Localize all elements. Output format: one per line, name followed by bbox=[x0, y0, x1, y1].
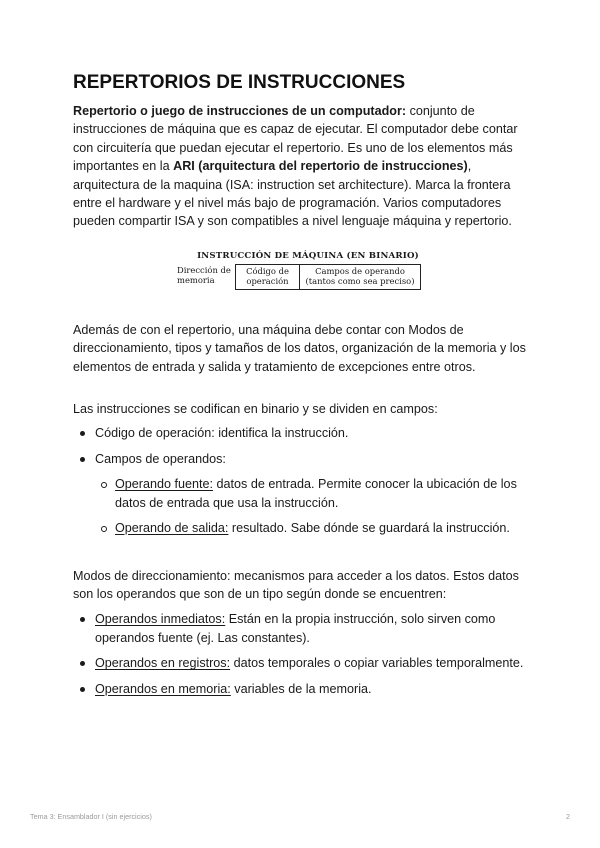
intro-text-2: , arquitectura de la maquina (ISA: instruction set architecture). Marca la frontera entre el hardware y el nivel más bajo de programación. Varios computadores pueden compartir ISA y son compatibles a nivel lenguaje máquina y repertorio. bbox=[73, 159, 512, 229]
modos-list bbox=[73, 610, 533, 698]
intro-bold-term: Repertorio o juego de instrucciones de un computador: bbox=[73, 104, 407, 118]
registros-term: Operandos en registros: bbox=[95, 656, 231, 671]
list-item-memoria bbox=[73, 680, 533, 698]
inmediatos-desc: Están en la propia instrucción, solo sirven como operandos fuente (ej. Las constantes). bbox=[95, 612, 496, 645]
intro-paragraph bbox=[73, 102, 533, 231]
page-footer bbox=[30, 812, 570, 821]
memoria-term: Operandos en memoria: bbox=[95, 681, 231, 696]
fuente-term: Operando fuente: bbox=[115, 477, 214, 492]
paragraph-modos: Modos de direccionamiento: mecanismos para acceder a los datos. Estos datos son los operandos que son de un tipo según donde se encuentren: bbox=[73, 568, 519, 601]
operandos-sublist bbox=[95, 475, 533, 537]
instruction-format-figure bbox=[73, 251, 533, 311]
list-item-campos-label: Campos de operandos: bbox=[95, 451, 226, 466]
paragraph-campos-intro: Las instrucciones se codifican en binario y se dividen en campos: bbox=[73, 402, 438, 417]
document-page bbox=[73, 72, 533, 705]
salida-term: Operando de salida: bbox=[115, 521, 229, 536]
page-number: 2 bbox=[566, 812, 570, 821]
list-item-opcode: Código de operación: identifica la instrucción. bbox=[73, 424, 533, 442]
figure-instruction-box bbox=[235, 264, 421, 290]
figure-opcode-cell bbox=[236, 265, 300, 289]
registros-desc: datos temporales o copiar variables temporalmente. bbox=[230, 656, 524, 671]
figure-opcode-line2: operación bbox=[246, 276, 289, 287]
campos-list bbox=[73, 424, 533, 537]
sublist-item-salida bbox=[95, 519, 533, 537]
sublist-item-fuente bbox=[95, 475, 533, 512]
list-item-registros bbox=[73, 654, 533, 672]
figure-operands-cell bbox=[300, 265, 420, 289]
intro-bold-ari: ARI (arquitectura del repertorio de instrucciones) bbox=[173, 159, 468, 174]
memoria-desc: variables de la memoria. bbox=[230, 681, 372, 696]
list-item-campos bbox=[73, 450, 533, 538]
paragraph-repertorio-extras: Además de con el repertorio, una máquina debe contar con Modos de direccionamiento, tipos y tamaños de los datos, organización de la memoria y los elementos de entrada y salida y tratamiento de excepciones entre otros. bbox=[73, 322, 526, 374]
figure-address-line1: Dirección de bbox=[177, 264, 231, 275]
inmediatos-term: Operandos inmediatos: bbox=[95, 612, 226, 627]
figure-address-label bbox=[177, 264, 235, 290]
page-title: REPERTORIOS DE INSTRUCCIONES bbox=[73, 72, 406, 93]
intro-text-1: conjunto de instrucciones de máquina que es capaz de ejecutar. El computador debe contar con circuitería que puedan ejecutar el repertorio. Es uno de los elementos más importantes en la bbox=[73, 104, 518, 174]
figure-address-line2: memoria bbox=[177, 275, 215, 286]
list-item-inmediatos bbox=[73, 610, 533, 647]
figure-opcode-line1: Código de bbox=[246, 265, 289, 276]
figure-title: INSTRUCCIÓN DE MÁQUINA (EN BINARIO) bbox=[197, 250, 419, 261]
fuente-desc: datos de entrada. Permite conocer la ubicación de los datos de entrada que usa la instrucción. bbox=[115, 477, 517, 510]
figure-operands-line2: (tantos como sea preciso) bbox=[305, 276, 415, 287]
footer-title: Tema 3: Ensamblador I (sin ejercicios) bbox=[30, 812, 152, 821]
salida-desc: resultado. Sabe dónde se guardará la instrucción. bbox=[228, 521, 510, 536]
figure-operands-line1: Campos de operando bbox=[315, 265, 405, 276]
